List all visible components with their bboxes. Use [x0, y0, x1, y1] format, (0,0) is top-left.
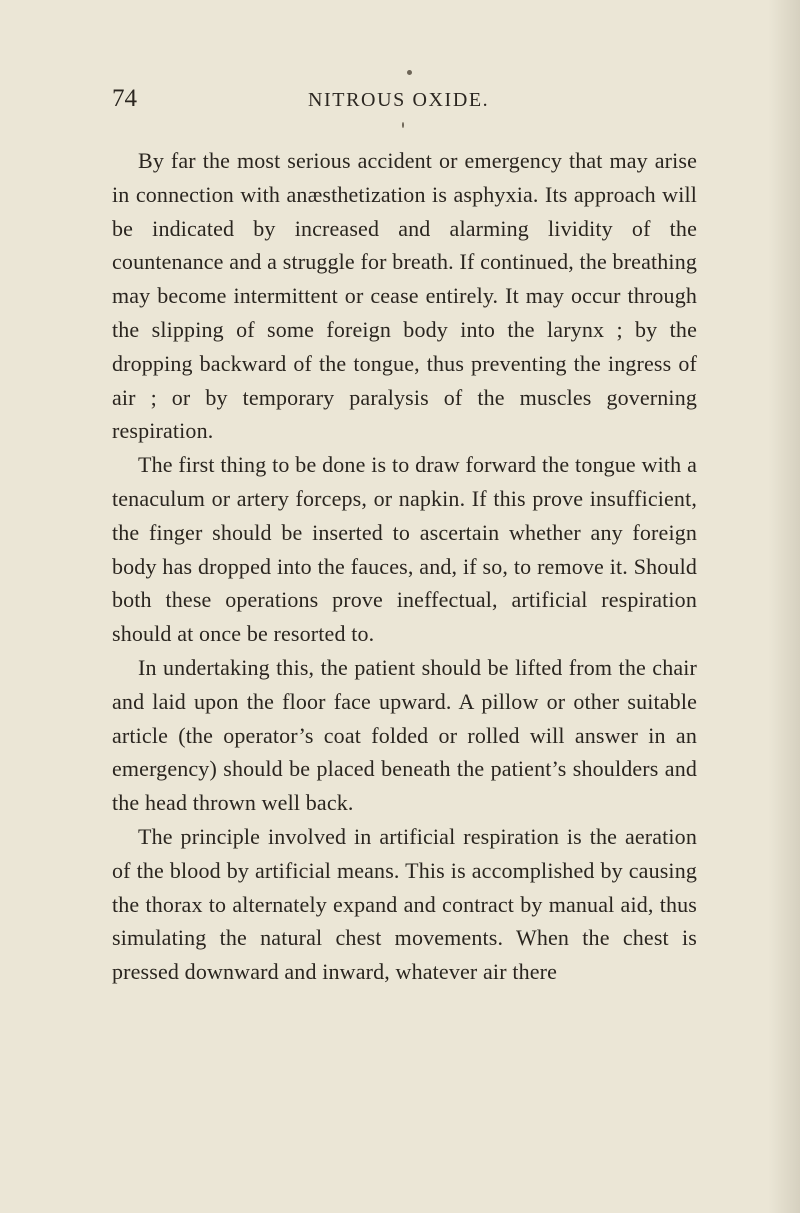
paragraph-positioning: In undertaking this, the patient should be lifted from the chair and laid upon the floor face upward. A pillow or other suitable article (the operator’s coat folded or rolled will answer in an emergency) should be placed beneath the patient’s shoulders and the head thrown well back.: [112, 654, 697, 816]
paragraph-asphyxia: By far the most serious accident or emergency that may arise in connection with anæsthetization is asphyxia. Its approach will be indicated by increased and alarming lividity of the countenance and a struggle for breath. If continued, the breathing may become intermittent or cease entirely. It may occur through the slipping of some foreign body into the larynx ; by the dropping backward of the tongue, thus preventing the ingress of air ; or by temporary paralysis of the muscles governing respiration.: [112, 148, 697, 444]
paragraph-first-steps: The first thing to be done is to draw forward the tongue with a tenaculum or artery forceps, or napkin. If this prove insufficient, the finger should be inserted to ascertain whether any foreign body has dropped into the fauces, and, if so, to remove it. Should both these operations prove ineffectual, artificial respiration should at once be resorted to.: [112, 452, 697, 647]
page-header: [0, 84, 800, 120]
print-speck: [402, 122, 404, 128]
paragraph-principle: The principle involved in artificial respiration is the aeration of the blood by artificial means. This is accomplished by causing the thorax to alternately expand and contract by manual aid, thus simulating the natural chest movements. When the chest is pressed downward and inward, whatever air there: [112, 823, 697, 985]
page-number: 74: [112, 85, 137, 112]
print-speck: [407, 70, 412, 75]
running-head: NITROUS OXIDE.: [308, 89, 490, 111]
body-text: [112, 144, 697, 989]
